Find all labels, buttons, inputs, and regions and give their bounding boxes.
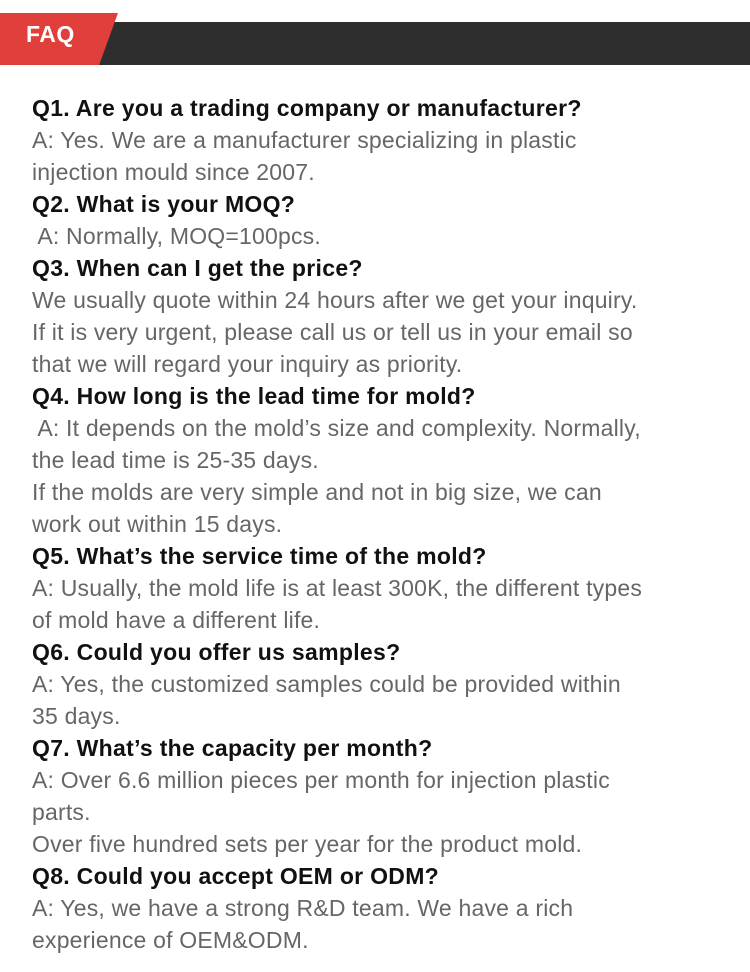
faq-question: Q4. How long is the lead time for mold? [32,383,476,409]
faq-answer-line: A: It depends on the mold’s size and complexity. Normally, [32,415,641,441]
faq-answer-line: If it is very urgent, please call us or tell us in your email so [32,319,633,345]
faq-question: Q2. What is your MOQ? [32,191,296,217]
faq-question: Q6. Could you offer us samples? [32,639,401,665]
faq-question: Q7. What’s the capacity per month? [32,735,433,761]
faq-answer-line: If the molds are very simple and not in big size, we can [32,479,602,505]
faq-answer-line: 35 days. [32,703,121,729]
faq-answer-line: parts. [32,799,91,825]
faq-item [32,540,742,636]
faq-question: Q8. Could you accept OEM or ODM? [32,863,440,889]
faq-item [32,732,742,860]
faq-item [32,252,742,380]
faq-item [32,188,742,252]
header-bar [0,22,750,65]
faq-item [32,380,742,540]
faq-answer-line: A: Normally, MOQ=100pcs. [32,223,321,249]
faq-item [32,636,742,732]
faq-answer-line: A: Yes. We are a manufacturer specializing in plastic [32,127,577,153]
faq-answer-line: injection mould since 2007. [32,159,315,185]
faq-answer-line: A: Yes, the customized samples could be provided within [32,671,621,697]
faq-item [32,92,742,188]
faq-answer-line: work out within 15 days. [32,511,283,537]
page-title: FAQ [26,21,75,47]
faq-answer-line: A: Usually, the mold life is at least 300K, the different types [32,575,643,601]
faq-answer-line: We usually quote within 24 hours after we get your inquiry. [32,287,638,313]
faq-question: Q1. Are you a trading company or manufacturer? [32,95,582,121]
faq-list [32,92,742,956]
faq-item [32,860,742,956]
faq-answer-line: that we will regard your inquiry as priority. [32,351,463,377]
faq-answer-line: Over five hundred sets per year for the product mold. [32,831,583,857]
faq-question: Q5. What’s the service time of the mold? [32,543,487,569]
faq-answer-line: the lead time is 25-35 days. [32,447,319,473]
faq-answer-line: experience of OEM&ODM. [32,927,309,953]
faq-question: Q3. When can I get the price? [32,255,363,281]
faq-answer-line: A: Yes, we have a strong R&D team. We have a rich [32,895,574,921]
faq-answer-line: A: Over 6.6 million pieces per month for injection plastic [32,767,610,793]
faq-answer-line: of mold have a different life. [32,607,321,633]
